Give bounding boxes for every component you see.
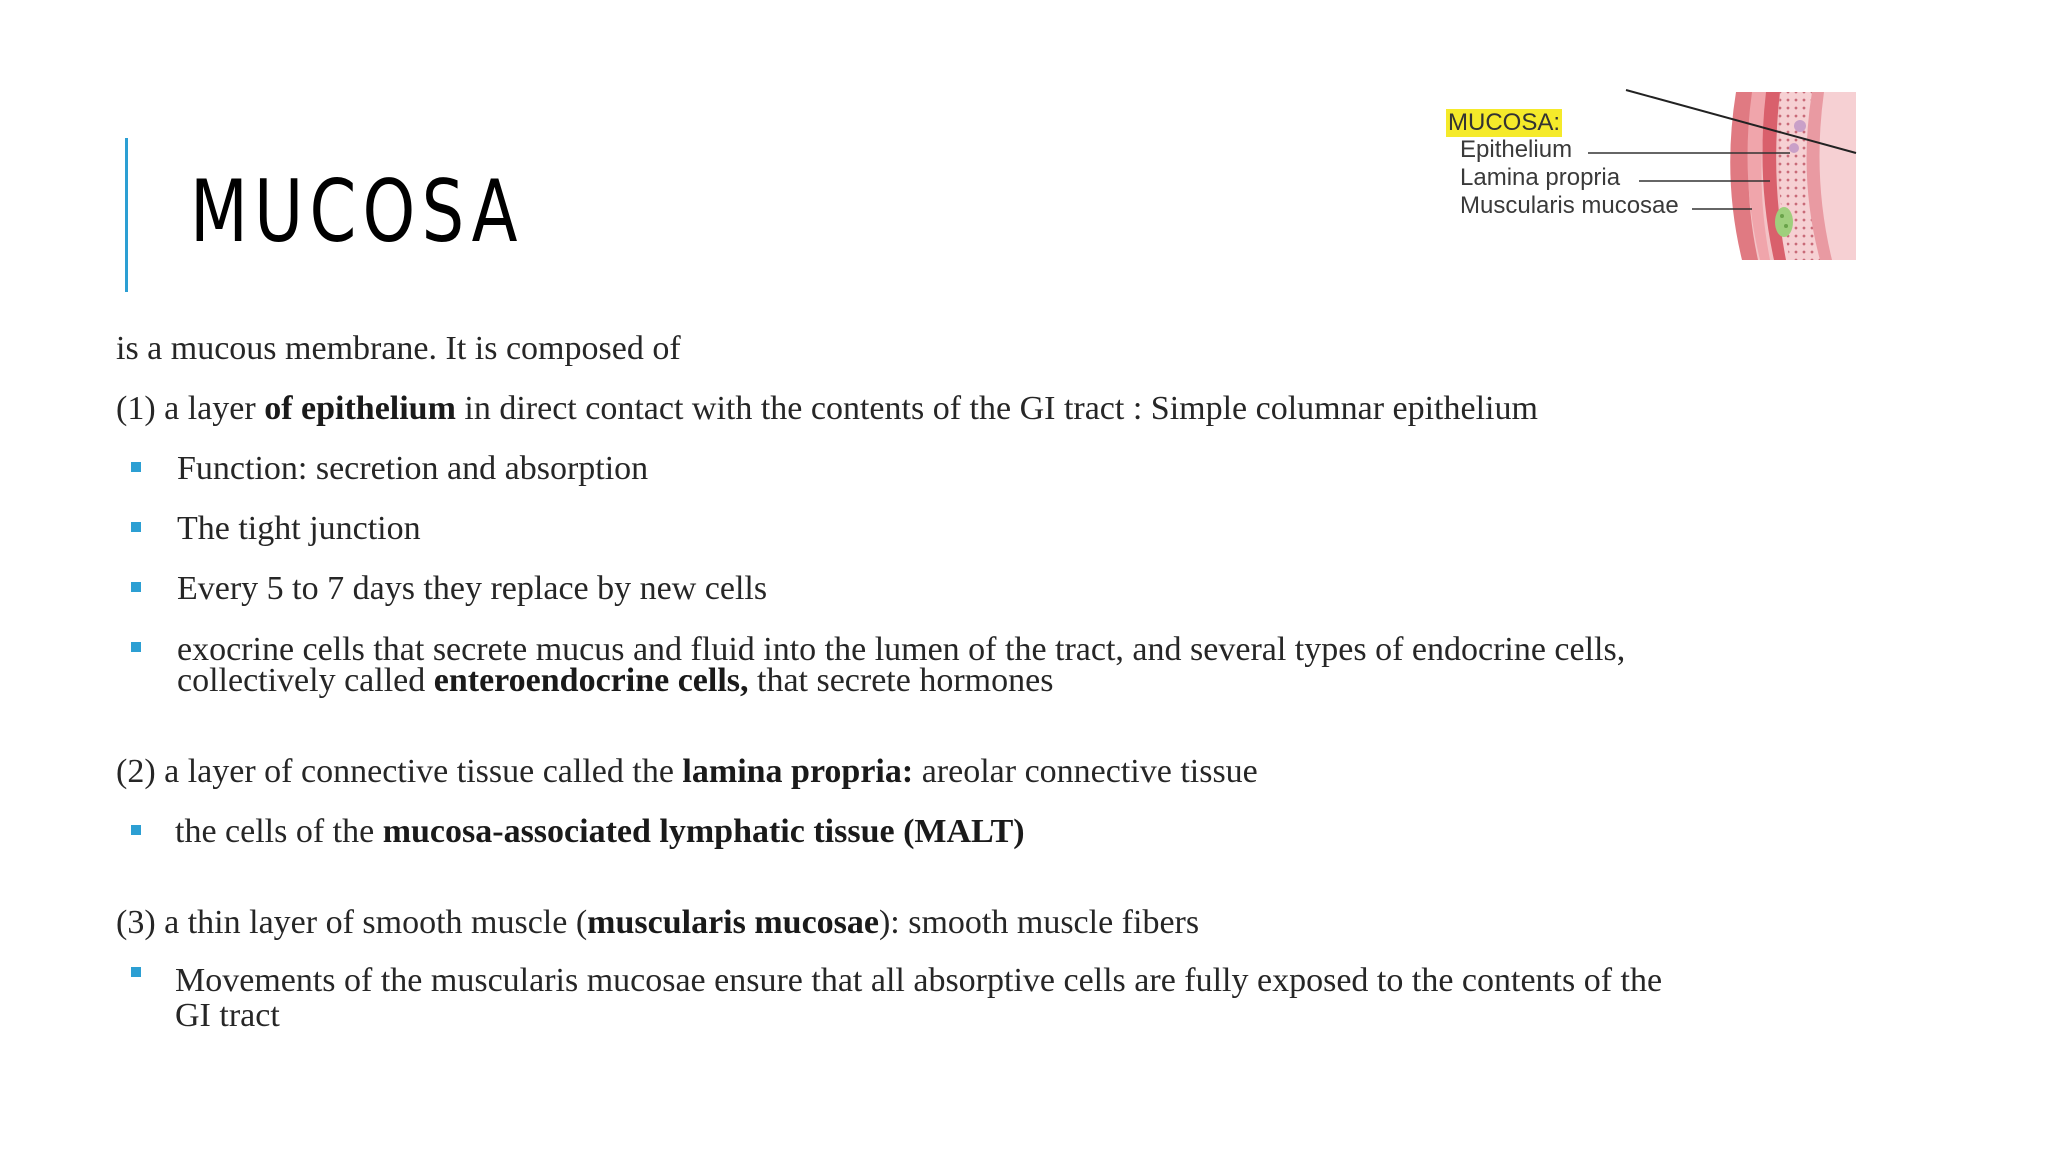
section1-prefix: (1) a layer — [116, 390, 265, 427]
section1-suffix: in direct contact with the contents of the GI tract : Simple columnar epithelium — [455, 390, 1538, 427]
section3-suffix: ): smooth muscle fibers — [878, 904, 1200, 941]
bullet-exocrine-line2-pre: collectively called — [177, 662, 434, 699]
bullet-function: Function: secretion and absorption — [177, 450, 649, 487]
bullet-exocrine-cells — [177, 631, 1626, 699]
bullet-movements-line2: GI tract — [175, 997, 280, 1034]
section3-heading — [116, 903, 1199, 943]
bullet-marker — [131, 642, 141, 652]
mucosa-figure — [1440, 88, 1860, 263]
bullet-malt-pre: the cells of the — [175, 813, 383, 850]
bullet-exocrine-line2-post: that secrete hormones — [748, 662, 1054, 699]
bullet-marker — [131, 522, 141, 532]
section2-prefix: (2) a layer of connective tissue called the — [116, 753, 683, 790]
title-accent-bar — [125, 138, 128, 292]
bullet-marker — [131, 582, 141, 592]
bullet-tight-junction: The tight junction — [177, 510, 421, 547]
bullet-marker — [131, 825, 141, 835]
bullet-replacement: Every 5 to 7 days they replace by new cells — [177, 570, 768, 607]
section3-prefix: (3) a thin layer of smooth muscle ( — [116, 904, 588, 941]
figure-label-epithelium: Epithelium — [1460, 136, 1573, 163]
figure-heading-mucosa: MUCOSA: — [1448, 109, 1561, 136]
bullet-malt — [175, 812, 1025, 852]
section2-bold: lamina propria: — [682, 753, 914, 790]
bullet-marker — [131, 967, 141, 977]
intro-text: is a mucous membrane. It is composed of — [116, 330, 681, 367]
section2-heading — [116, 752, 1258, 792]
section1-bold: of epithelium — [264, 390, 456, 427]
bullet-movements-line1: Movements of the muscularis mucosae ensure that all absorptive cells are fully exposed to the contents of the — [175, 962, 1663, 999]
section1-heading — [116, 389, 1538, 429]
bullet-exocrine-line2-bold: enteroendocrine cells, — [433, 662, 749, 699]
slide-title: MUCOSA — [190, 162, 524, 262]
section2-suffix: areolar connective tissue — [913, 753, 1258, 790]
figure-label-lamina-propria: Lamina propria — [1460, 164, 1621, 191]
bullet-malt-bold: mucosa-associated lymphatic tissue (MALT) — [382, 813, 1025, 850]
section3-bold: muscularis mucosae — [587, 904, 879, 941]
figure-label-muscularis-mucosae: Muscularis mucosae — [1460, 192, 1679, 219]
bullet-exocrine-line1: exocrine cells that secrete mucus and fluid into the lumen of the tract, and several types of endocrine cells, — [177, 631, 1626, 668]
bullet-movements — [175, 963, 1662, 1033]
bullet-marker — [131, 462, 141, 472]
